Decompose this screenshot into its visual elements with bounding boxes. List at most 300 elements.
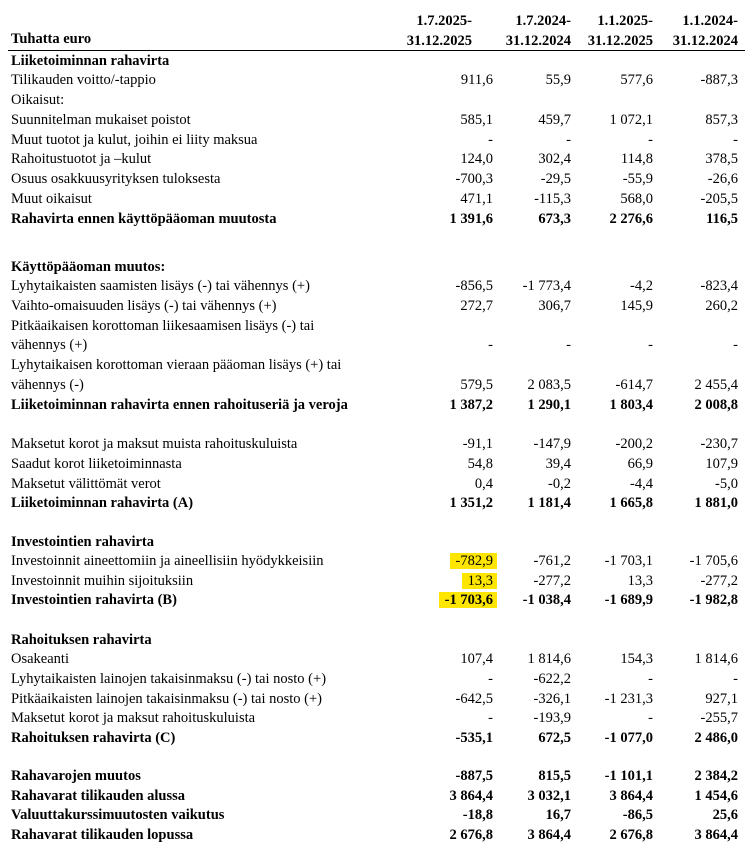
value-text: -255,7 xyxy=(700,710,738,726)
value-text: - xyxy=(648,132,653,148)
column-header-2-line1: 1.7.2024- xyxy=(515,13,571,29)
value-text: 1 351,2 xyxy=(449,495,493,511)
value-text: 124,0 xyxy=(460,151,493,167)
value-text: 302,4 xyxy=(538,151,571,167)
row-value-col-3 xyxy=(563,786,653,806)
row-value-col-1 xyxy=(403,375,493,395)
value-text: -700,3 xyxy=(455,171,493,187)
table-row xyxy=(0,590,753,610)
row-value-col-3 xyxy=(563,375,653,395)
row-value-col-1 xyxy=(403,276,493,296)
value-text: 107,4 xyxy=(460,651,493,667)
table-row xyxy=(0,454,753,474)
row-label: Vaihto-omaisuuden lisäys (-) tai vähennys (+) xyxy=(11,298,277,314)
row-value-col-1 xyxy=(403,689,493,709)
row-label: Maksetut välittömät verot xyxy=(11,476,161,492)
row-value-col-1 xyxy=(403,493,493,513)
column-header-3-line2: 31.12.2025 xyxy=(587,33,653,49)
value-text: -1 703,1 xyxy=(604,553,653,569)
row-value-col-3 xyxy=(563,669,653,689)
row-value-col-2 xyxy=(481,590,571,610)
value-text: -1 077,0 xyxy=(604,730,653,746)
value-text: 927,1 xyxy=(705,691,738,707)
value-text: 154,3 xyxy=(620,651,653,667)
row-value-col-4 xyxy=(648,571,738,591)
row-value-col-3 xyxy=(563,169,653,189)
row-value-col-3 xyxy=(563,590,653,610)
value-text: -823,4 xyxy=(700,278,738,294)
value-text: -29,5 xyxy=(540,171,571,187)
value-text: 2 676,8 xyxy=(449,827,493,843)
row-label: Rahavarojen muutos xyxy=(11,768,141,784)
value-text: -86,5 xyxy=(622,807,653,823)
row-value-col-4 xyxy=(648,189,738,209)
table-row xyxy=(0,70,753,90)
row-value-col-2 xyxy=(481,493,571,513)
row-value-col-2 xyxy=(481,149,571,169)
value-text: - xyxy=(648,710,653,726)
row-value-col-4 xyxy=(648,805,738,825)
column-header-3-line1: 1.1.2025- xyxy=(597,13,653,29)
row-value-col-2 xyxy=(481,805,571,825)
row-label: Pitkäaikaisten lainojen takaisinmaksu (-) tai nosto (+) xyxy=(11,691,322,707)
row-value-col-1 xyxy=(403,434,493,454)
row-label: Pitkäaikaisen korottoman liikesaamisen lisäys (-) tai xyxy=(11,318,315,334)
value-text: - xyxy=(488,337,493,353)
row-value-col-1 xyxy=(403,110,493,130)
value-text: -1 773,4 xyxy=(522,278,571,294)
row-label: Investoinnit muihin sijoituksiin xyxy=(11,573,194,589)
value-text: 3 864,4 xyxy=(449,788,493,804)
value-text: -622,2 xyxy=(533,671,571,687)
value-text: -887,3 xyxy=(700,72,738,88)
row-label: Liiketoiminnan rahavirta ennen rahoituseriä ja veroja xyxy=(11,397,348,413)
row-value-col-1 xyxy=(403,130,493,150)
value-text: 1 803,4 xyxy=(609,397,653,413)
row-value-col-1 xyxy=(403,149,493,169)
column-header-4-line2: 31.12.2024 xyxy=(672,33,738,49)
row-value-col-1 xyxy=(403,669,493,689)
value-text: - xyxy=(648,671,653,687)
value-text: -856,5 xyxy=(455,278,493,294)
row-value-col-2 xyxy=(481,689,571,709)
value-text: 66,9 xyxy=(627,456,653,472)
highlighted-value: -782,9 xyxy=(450,553,497,569)
row-value-col-3 xyxy=(563,395,653,415)
value-text: -18,8 xyxy=(462,807,493,823)
table-row xyxy=(0,189,753,209)
table-row xyxy=(0,474,753,494)
value-text: 673,3 xyxy=(538,211,571,227)
value-text: 1 181,4 xyxy=(527,495,571,511)
table-row xyxy=(0,708,753,728)
row-label: Maksetut korot ja maksut muista rahoituskuluista xyxy=(11,436,298,452)
value-text: 25,6 xyxy=(712,807,738,823)
value-text: - xyxy=(648,337,653,353)
row-value-col-2 xyxy=(481,825,571,845)
value-text: - xyxy=(488,710,493,726)
table-row xyxy=(0,316,753,336)
row-value-col-2 xyxy=(481,169,571,189)
value-text: -535,1 xyxy=(455,730,493,746)
column-header-2 xyxy=(491,11,571,51)
row-value-col-2 xyxy=(481,130,571,150)
table-row xyxy=(0,257,753,277)
row-value-col-4 xyxy=(648,590,738,610)
value-text: -761,2 xyxy=(533,553,571,569)
row-value-col-1 xyxy=(403,766,493,786)
value-text: -147,9 xyxy=(533,436,571,452)
row-value-col-3 xyxy=(563,70,653,90)
row-label: Rahoitustuotot ja –kulut xyxy=(11,151,152,167)
row-label: Osuus osakkuusyrityksen tuloksesta xyxy=(11,171,221,187)
row-label: Valuuttakurssimuutosten vaikutus xyxy=(11,807,225,823)
table-row xyxy=(0,630,753,650)
row-value-col-4 xyxy=(648,669,738,689)
row-label: Saadut korot liiketoiminnasta xyxy=(11,456,182,472)
row-value-col-2 xyxy=(481,454,571,474)
row-value-col-1 xyxy=(403,169,493,189)
value-text: 2 676,8 xyxy=(609,827,653,843)
value-text: 39,4 xyxy=(545,456,571,472)
row-value-col-4 xyxy=(648,454,738,474)
value-text: 306,7 xyxy=(538,298,571,314)
value-text: 2 276,6 xyxy=(609,211,653,227)
row-value-col-4 xyxy=(648,296,738,316)
row-value-col-4 xyxy=(648,276,738,296)
row-value-col-4 xyxy=(648,209,738,229)
column-header-1-line1: 1.7.2025- xyxy=(416,13,472,29)
value-text: - xyxy=(488,132,493,148)
table-row xyxy=(0,649,753,669)
row-value-col-4 xyxy=(648,689,738,709)
row-value-col-2 xyxy=(481,296,571,316)
row-value-col-3 xyxy=(563,454,653,474)
value-text: 1 814,6 xyxy=(694,651,738,667)
row-value-col-2 xyxy=(481,766,571,786)
row-label: Investoinnit aineettomiin ja aineellisiin hyödykkeisiin xyxy=(11,553,324,569)
row-value-col-2 xyxy=(481,728,571,748)
table-row xyxy=(0,51,753,71)
row-value-col-2 xyxy=(481,110,571,130)
value-text: -5,0 xyxy=(715,476,738,492)
value-text: - xyxy=(733,132,738,148)
value-text: 3 864,4 xyxy=(609,788,653,804)
row-value-col-3 xyxy=(563,296,653,316)
row-value-col-4 xyxy=(648,335,738,355)
row-label: Rahavirta ennen käyttöpääoman muutosta xyxy=(11,211,277,227)
row-label: Rahavarat tilikauden lopussa xyxy=(11,827,194,843)
row-value-col-4 xyxy=(648,551,738,571)
row-value-col-4 xyxy=(648,474,738,494)
value-text: 1 881,0 xyxy=(694,495,738,511)
value-text: - xyxy=(733,337,738,353)
table-row xyxy=(0,728,753,748)
value-text: -4,4 xyxy=(630,476,653,492)
row-value-col-4 xyxy=(648,434,738,454)
table-row xyxy=(0,130,753,150)
column-header-1 xyxy=(392,11,472,51)
column-header-1-line2: 31.12.2025 xyxy=(406,33,472,49)
row-value-col-1 xyxy=(403,649,493,669)
value-text: -0,2 xyxy=(548,476,571,492)
row-value-col-4 xyxy=(648,708,738,728)
row-value-col-1 xyxy=(403,296,493,316)
table-row xyxy=(0,355,753,375)
row-value-col-2 xyxy=(481,786,571,806)
row-value-col-3 xyxy=(563,649,653,669)
value-text: 672,5 xyxy=(538,730,571,746)
table-row xyxy=(0,551,753,571)
value-text: 1 391,6 xyxy=(449,211,493,227)
value-text: -1 705,6 xyxy=(689,553,738,569)
row-value-col-2 xyxy=(481,209,571,229)
row-value-col-2 xyxy=(481,375,571,395)
value-text: -1 689,9 xyxy=(604,592,653,608)
row-label: vähennys (+) xyxy=(11,337,88,353)
value-text: 577,6 xyxy=(620,72,653,88)
value-text: 0,4 xyxy=(474,476,493,492)
row-value-col-3 xyxy=(563,335,653,355)
table-row xyxy=(0,786,753,806)
row-value-col-2 xyxy=(481,434,571,454)
row-label: Rahavarat tilikauden alussa xyxy=(11,788,186,804)
row-label: Maksetut korot ja maksut rahoituskuluista xyxy=(11,710,256,726)
row-value-col-3 xyxy=(563,689,653,709)
value-text: 107,9 xyxy=(705,456,738,472)
value-text: 116,5 xyxy=(706,211,738,227)
value-text: 145,9 xyxy=(620,298,653,314)
value-text: 1 814,6 xyxy=(527,651,571,667)
value-text: -200,2 xyxy=(615,436,653,452)
row-value-col-4 xyxy=(648,825,738,845)
value-text: 378,5 xyxy=(705,151,738,167)
row-value-col-2 xyxy=(481,708,571,728)
row-value-col-4 xyxy=(648,728,738,748)
value-text: 54,8 xyxy=(467,456,493,472)
highlighted-value: -1 703,6 xyxy=(439,592,497,608)
row-label: vähennys (-) xyxy=(11,377,84,393)
row-value-col-1 xyxy=(403,395,493,415)
highlighted-value: 13,3 xyxy=(462,573,497,589)
value-text: -4,2 xyxy=(630,278,653,294)
table-row xyxy=(0,209,753,229)
table-row xyxy=(0,434,753,454)
row-value-col-3 xyxy=(563,474,653,494)
row-label: Lyhytaikaisten saamisten lisäys (-) tai vähennys (+) xyxy=(11,278,310,294)
value-text: -1 101,1 xyxy=(604,768,653,784)
table-row xyxy=(0,169,753,189)
table-row xyxy=(0,335,753,355)
row-label: Muut tuotot ja kulut, joihin ei liity maksua xyxy=(11,132,258,148)
value-text: 459,7 xyxy=(538,112,571,128)
row-label: Käyttöpääoman muutos: xyxy=(11,259,166,275)
row-value-col-3 xyxy=(563,149,653,169)
row-value-col-4 xyxy=(648,649,738,669)
row-label: Suunnitelman mukaiset poistot xyxy=(11,112,191,128)
row-value-col-3 xyxy=(563,493,653,513)
value-text: 568,0 xyxy=(620,191,653,207)
row-value-col-1 xyxy=(403,708,493,728)
value-text: -26,6 xyxy=(707,171,738,187)
column-header-3 xyxy=(573,11,653,51)
row-value-col-3 xyxy=(563,189,653,209)
row-value-col-3 xyxy=(563,110,653,130)
value-text: 1 072,1 xyxy=(609,112,653,128)
row-value-col-2 xyxy=(481,474,571,494)
value-text: -326,1 xyxy=(533,691,571,707)
value-text: 471,1 xyxy=(460,191,493,207)
row-value-col-4 xyxy=(648,130,738,150)
value-text: 815,5 xyxy=(538,768,571,784)
row-value-col-3 xyxy=(563,130,653,150)
value-text: - xyxy=(566,337,571,353)
table-row xyxy=(0,571,753,591)
table-row xyxy=(0,149,753,169)
value-text: 16,7 xyxy=(545,807,571,823)
value-text: 911,6 xyxy=(460,72,493,88)
value-text: 1 454,6 xyxy=(694,788,738,804)
value-text: 1 387,2 xyxy=(449,397,493,413)
row-value-col-1 xyxy=(403,209,493,229)
table-row xyxy=(0,110,753,130)
value-text: -277,2 xyxy=(700,573,738,589)
value-text: -205,5 xyxy=(700,191,738,207)
table-row xyxy=(0,276,753,296)
row-value-col-2 xyxy=(481,571,571,591)
row-value-col-4 xyxy=(648,149,738,169)
row-value-col-4 xyxy=(648,70,738,90)
row-value-col-4 xyxy=(648,786,738,806)
value-text: -230,7 xyxy=(700,436,738,452)
value-text: -1 038,4 xyxy=(522,592,571,608)
row-value-col-2 xyxy=(481,669,571,689)
row-label: Lyhytaikaisten lainojen takaisinmaksu (-) tai nosto (+) xyxy=(11,671,327,687)
value-text: 585,1 xyxy=(460,112,493,128)
row-value-col-4 xyxy=(648,766,738,786)
row-label: Liiketoiminnan rahavirta xyxy=(11,53,170,69)
row-label: Muut oikaisut xyxy=(11,191,92,207)
row-value-col-2 xyxy=(481,551,571,571)
unit-label: Tuhatta euro xyxy=(11,31,92,47)
row-label: Rahoituksen rahavirta (C) xyxy=(11,730,176,746)
value-text: 3 864,4 xyxy=(694,827,738,843)
value-text: -614,7 xyxy=(615,377,653,393)
row-value-col-1 xyxy=(403,335,493,355)
table-row xyxy=(0,766,753,786)
value-text: 114,8 xyxy=(620,151,653,167)
table-row xyxy=(0,375,753,395)
value-text: 3 032,1 xyxy=(527,788,571,804)
table-row xyxy=(0,90,753,110)
column-header-2-line2: 31.12.2024 xyxy=(505,33,571,49)
row-value-col-1 xyxy=(403,805,493,825)
value-text: - xyxy=(733,671,738,687)
row-label: Liiketoiminnan rahavirta (A) xyxy=(11,495,194,511)
row-label: Osakeanti xyxy=(11,651,69,667)
value-text: 3 864,4 xyxy=(527,827,571,843)
row-value-col-4 xyxy=(648,395,738,415)
row-value-col-3 xyxy=(563,209,653,229)
row-value-col-3 xyxy=(563,805,653,825)
table-row xyxy=(0,689,753,709)
row-label: Tilikauden voitto/-tappio xyxy=(11,72,156,88)
value-text: 1 665,8 xyxy=(609,495,653,511)
row-label: Rahoituksen rahavirta xyxy=(11,632,152,648)
row-label: Oikaisut: xyxy=(11,92,65,108)
row-value-col-4 xyxy=(648,169,738,189)
column-header-4-line1: 1.1.2024- xyxy=(682,13,738,29)
table-header xyxy=(0,0,753,50)
row-value-col-3 xyxy=(563,766,653,786)
row-label: Lyhytaikaisen korottoman vieraan pääoman lisäys (+) tai xyxy=(11,357,342,373)
row-value-col-2 xyxy=(481,395,571,415)
value-text: 13,3 xyxy=(627,573,653,589)
row-value-col-3 xyxy=(563,434,653,454)
row-value-col-1 xyxy=(403,590,493,610)
row-value-col-2 xyxy=(481,276,571,296)
row-label: Investointien rahavirta xyxy=(11,534,154,550)
value-text: -193,9 xyxy=(533,710,571,726)
row-value-col-1 xyxy=(403,454,493,474)
row-value-col-3 xyxy=(563,728,653,748)
row-value-col-1 xyxy=(403,728,493,748)
row-value-col-1 xyxy=(403,474,493,494)
value-text: 2 008,8 xyxy=(694,397,738,413)
row-value-col-4 xyxy=(648,110,738,130)
row-value-col-1 xyxy=(403,189,493,209)
row-value-col-3 xyxy=(563,571,653,591)
value-text: -115,3 xyxy=(534,191,571,207)
table-row xyxy=(0,493,753,513)
value-text: -55,9 xyxy=(622,171,653,187)
value-text: 55,9 xyxy=(545,72,571,88)
table-row xyxy=(0,296,753,316)
value-text: - xyxy=(566,132,571,148)
row-value-col-1 xyxy=(403,551,493,571)
value-text: -1 982,8 xyxy=(689,592,738,608)
row-value-col-3 xyxy=(563,825,653,845)
row-label: Investointien rahavirta (B) xyxy=(11,592,177,608)
table-row xyxy=(0,532,753,552)
row-value-col-4 xyxy=(648,375,738,395)
value-text: -1 231,3 xyxy=(604,691,653,707)
row-value-col-2 xyxy=(481,335,571,355)
value-text: 579,5 xyxy=(460,377,493,393)
value-text: -277,2 xyxy=(533,573,571,589)
value-text: -91,1 xyxy=(462,436,493,452)
row-value-col-2 xyxy=(481,70,571,90)
row-value-col-1 xyxy=(403,571,493,591)
table-row xyxy=(0,669,753,689)
row-value-col-3 xyxy=(563,276,653,296)
value-text: -887,5 xyxy=(455,768,493,784)
row-value-col-1 xyxy=(403,786,493,806)
column-header-4 xyxy=(658,11,738,51)
value-text: 1 290,1 xyxy=(527,397,571,413)
row-value-col-3 xyxy=(563,708,653,728)
row-value-col-1 xyxy=(403,825,493,845)
value-text: 2 083,5 xyxy=(527,377,571,393)
value-text: - xyxy=(488,671,493,687)
row-value-col-2 xyxy=(481,189,571,209)
value-text: 857,3 xyxy=(705,112,738,128)
value-text: -642,5 xyxy=(455,691,493,707)
row-value-col-2 xyxy=(481,649,571,669)
value-text: 2 455,4 xyxy=(694,377,738,393)
row-value-col-4 xyxy=(648,493,738,513)
table-row xyxy=(0,805,753,825)
